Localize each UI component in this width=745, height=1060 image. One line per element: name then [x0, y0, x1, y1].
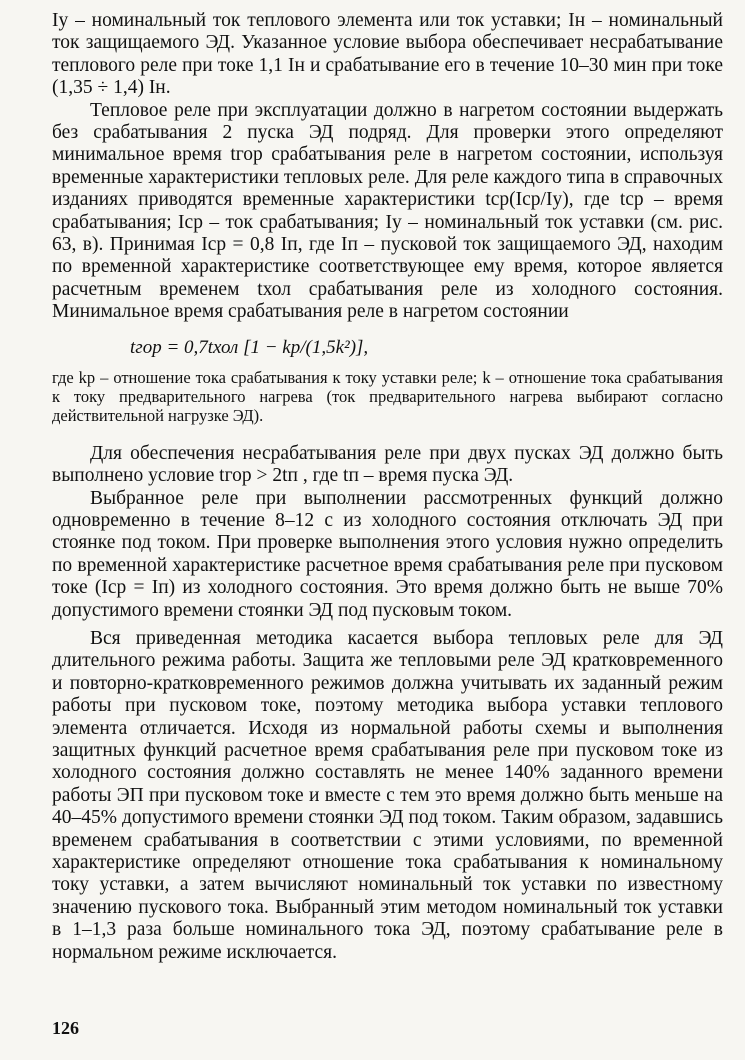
page-number: 126	[52, 1018, 79, 1038]
paragraph-5: Вся приведенная методика касается выбора тепловых реле для ЭД длительного режима работы. Защита же тепловыми реле ЭД кратковременного и повторно-кратковременного режимов должна учитывать их заданный режим работы при пусковом токе, поэтому методика выбора уставки теплового элемента отличается. Исходя из нормальной работы схемы и выполнения защитных функций расчетное время срабатывания реле при пусковом токе из холодного состояния должно составлять не менее 140% заданного времени работы ЭП при пусковом токе и вместе с тем это время должно быть меньше на 40–45% допустимого времени стоянки ЭД под током. Таким образом, задавшись временем срабатывания в соответствии с этими условиями, по временной характеристике определяют отношение тока срабатывания к номинальному току уставки, а затем вычисляют номинальный ток уставки по известному значению пускового тока. Выбранный этим методом номинальный ток уставки в 1–1,3 раза больше номинального тока ЭД, поэтому срабатывание реле в нормальном режиме исключается.	[52, 627, 723, 963]
paragraph-3: Для обеспечения несрабатывания реле при двух пусках ЭД должно быть выполнено условие tгор > 2tп , где tп – время пуска ЭД.	[52, 442, 723, 487]
formula: tгор = 0,7tхол [1 − kр/(1,5k²)],	[130, 336, 369, 358]
paragraph-4: Выбранное реле при выполнении рассмотренных функций должно одновременно в течение 8–12 с из холодного состояния отключать ЭД при стоянке под током. При проверке выполнения этого условия нужно определить по временной характеристике расчетное время срабатывания реле при пусковом токе (Iср = Iп) из холодного состояния. Это время должно быть не выше 70% допустимого времени стоянки ЭД под пусковым током.	[52, 487, 723, 621]
paragraph-2: Тепловое реле при эксплуатации должно в нагретом состоянии выдержать без срабатывания 2 пуска ЭД подряд. Для проверки этого определяют минимальное время tгор срабатывания реле в нагретом состоянии, используя временные характеристики тепловых реле. Для реле каждого типа в справочных изданиях приводятся временные характеристики tср(Iср/Iу), где tср – время срабатывания; Iср – ток срабатывания; Iу – номинальный ток уставки (см. рис. 63, в). Принимая Iср = 0,8 Iп, где Iп – пусковой ток защищаемого ЭД, находим по временной характеристике соответствующее ему время, которое является расчетным временем tхол срабатывания реле из холодного состояния. Минимальное время срабатывания реле в нагретом состоянии	[52, 99, 723, 323]
formula-note: где kр – отношение тока срабатывания к току уставки реле; k – отношение тока срабатывания к току предварительного нагрева (ток предварительного нагрева выбирают согласно действительной нагрузке ЭД).	[52, 367, 723, 425]
paragraph-1: Iу – номинальный ток теплового элемента или ток уставки; Iн – номинальный ток защищаемого ЭД. Указанное условие выбора обеспечивает несрабатывание теплового реле при токе 1,1 Iн и срабатывание его в течение 10–30 мин при токе (1,35 ÷ 1,4) Iн.	[52, 10, 723, 99]
